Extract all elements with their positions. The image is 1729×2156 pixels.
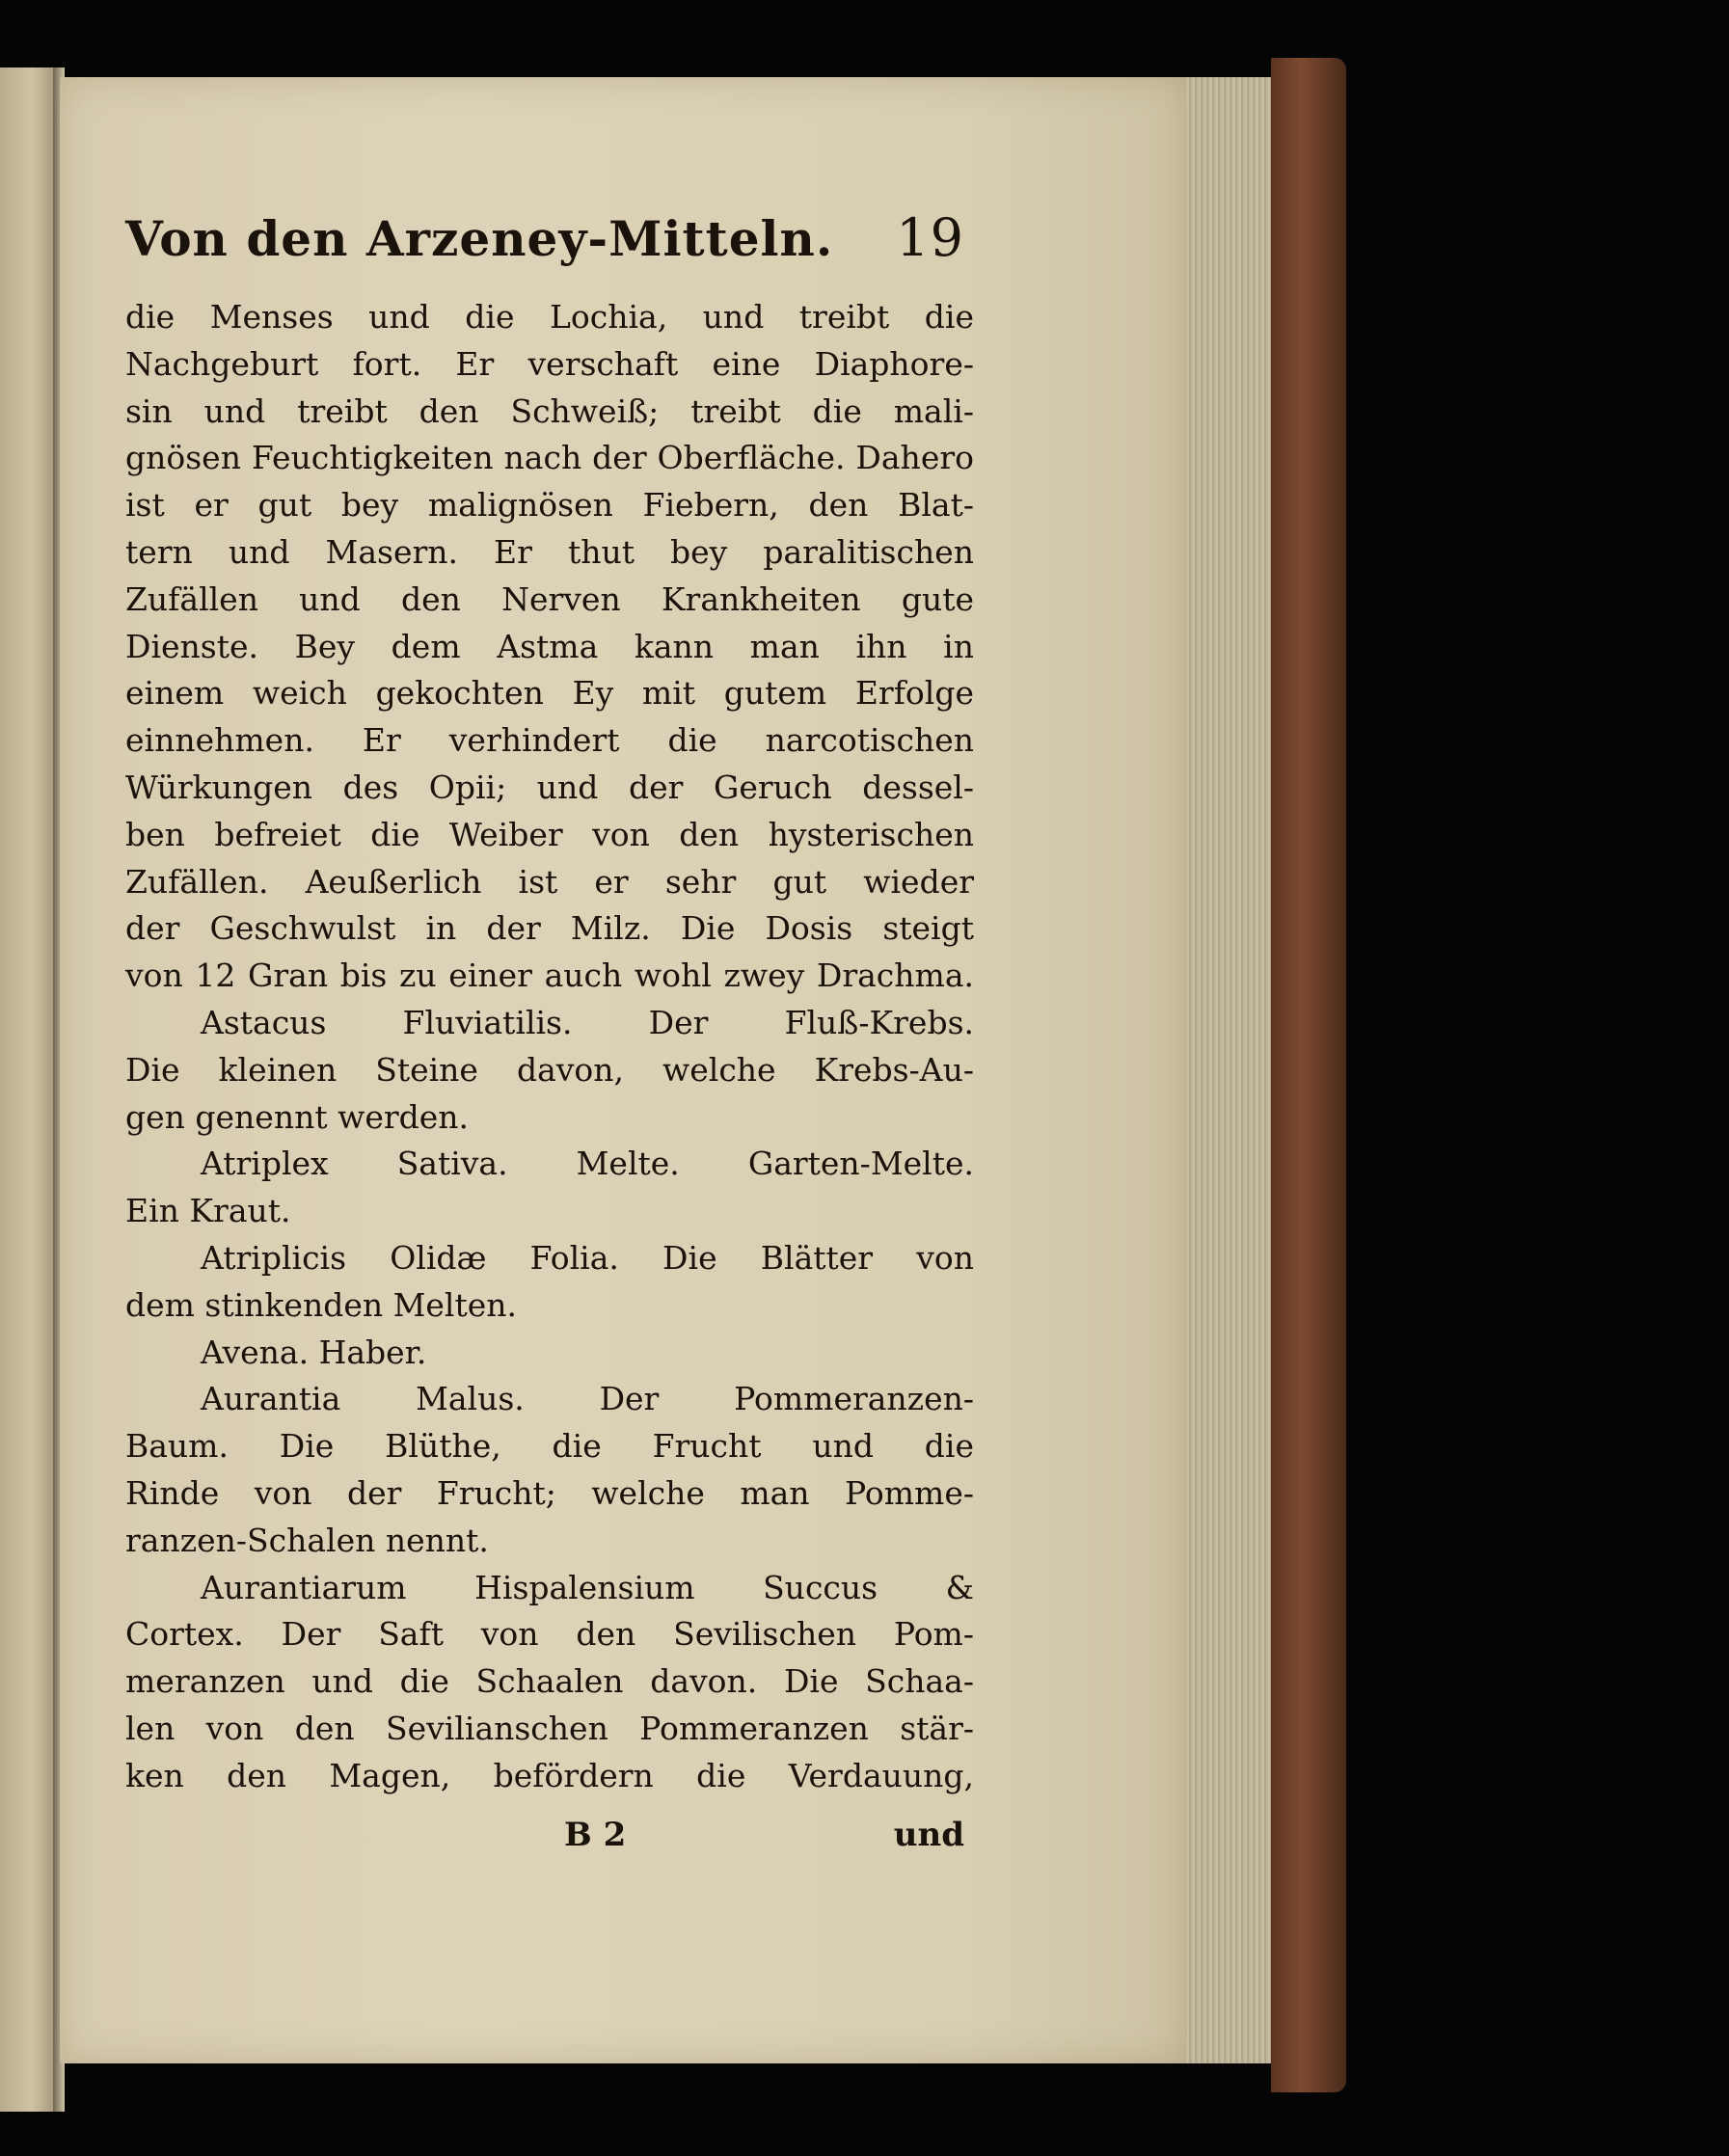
text-line: dem stinkenden Melten. bbox=[125, 1285, 518, 1324]
page-number: 19 bbox=[896, 207, 964, 268]
text-line: Nachgeburt fort. Er verschaft eine Diaphore- bbox=[125, 344, 974, 383]
catchword: und bbox=[893, 1815, 964, 1854]
text-line: tern und Masern. Er thut bey paralitischen bbox=[125, 532, 974, 571]
text-line: gnösen Feuchtigkeiten nach der Oberfläche. Dahero bbox=[125, 439, 974, 477]
text-line: Dienste. Bey dem Astma kann man ihn in bbox=[125, 627, 974, 665]
text-line: Zufällen. Aeußerlich ist er sehr gut wieder bbox=[125, 862, 974, 901]
entry-aurantia: Aurantia Malus. Der Pommeranzen- bbox=[201, 1380, 974, 1418]
text-line: Rinde von der Frucht; welche man Pomme- bbox=[125, 1473, 974, 1512]
text-line: meranzen und die Schaalen davon. Die Schaa- bbox=[125, 1662, 974, 1701]
text-line: ranzen-Schalen nennt. bbox=[125, 1521, 489, 1559]
text-line: von 12 Gran bis zu einer auch wohl zwey Drachma. bbox=[125, 957, 974, 995]
entry-atriplex: Atriplex Sativa. Melte. Garten-Melte. bbox=[201, 1145, 974, 1183]
facing-page-edge bbox=[0, 67, 53, 2112]
text-line: Die kleinen Steine davon, welche Krebs-Au- bbox=[125, 1050, 974, 1089]
text-line: len von den Sevilianschen Pommeranzen stär- bbox=[125, 1709, 974, 1747]
text-line: Cortex. Der Saft von den Sevilischen Pom- bbox=[125, 1615, 974, 1654]
text-line: ist er gut bey malignösen Fiebern, den Blat- bbox=[125, 486, 974, 525]
entry-astacus: Astacus Fluviatilis. Der Fluß-Krebs. bbox=[201, 1003, 974, 1041]
text-line: ben befreiet die Weiber von den hysterischen bbox=[125, 815, 974, 853]
entry-aurantiarum: Aurantiarum Hispalensium Succus & bbox=[201, 1568, 974, 1606]
signature-mark: B 2 bbox=[564, 1815, 627, 1854]
page-content bbox=[125, 207, 974, 1864]
text-line: Baum. Die Blüthe, die Frucht und die bbox=[125, 1427, 974, 1466]
page-stack-edges bbox=[1186, 77, 1278, 2063]
text-line: sin und treibt den Schweiß; treibt die mali- bbox=[125, 391, 974, 430]
page-header bbox=[125, 207, 974, 294]
text-line: Ein Kraut. bbox=[125, 1192, 291, 1230]
entry-avena: Avena. Haber. bbox=[201, 1333, 427, 1371]
page-footer bbox=[125, 1806, 974, 1864]
text-line: die Menses und die Lochia, und treibt die bbox=[125, 298, 974, 336]
leather-cover bbox=[1271, 58, 1346, 2092]
text-line: Zufällen und den Nerven Krankheiten gute bbox=[125, 579, 974, 618]
text-line: einem weich gekochten Ey mit gutem Erfolge bbox=[125, 674, 974, 713]
entry-atriplicis: Atriplicis Olidæ Folia. Die Blätter von bbox=[201, 1238, 974, 1277]
text-line: gen genennt werden. bbox=[125, 1097, 470, 1136]
text-line: ken den Magen, befördern die Verdauung, bbox=[125, 1756, 974, 1794]
text-line: der Geschwulst in der Milz. Die Dosis steigt bbox=[125, 909, 974, 948]
running-title: Von den Arzeney-Mitteln. bbox=[125, 210, 834, 267]
text-line: Würkungen des Opii; und der Geruch dessel- bbox=[125, 768, 974, 806]
text-line: einnehmen. Er verhindert die narcotischen bbox=[125, 721, 974, 760]
text-body bbox=[125, 294, 974, 1800]
